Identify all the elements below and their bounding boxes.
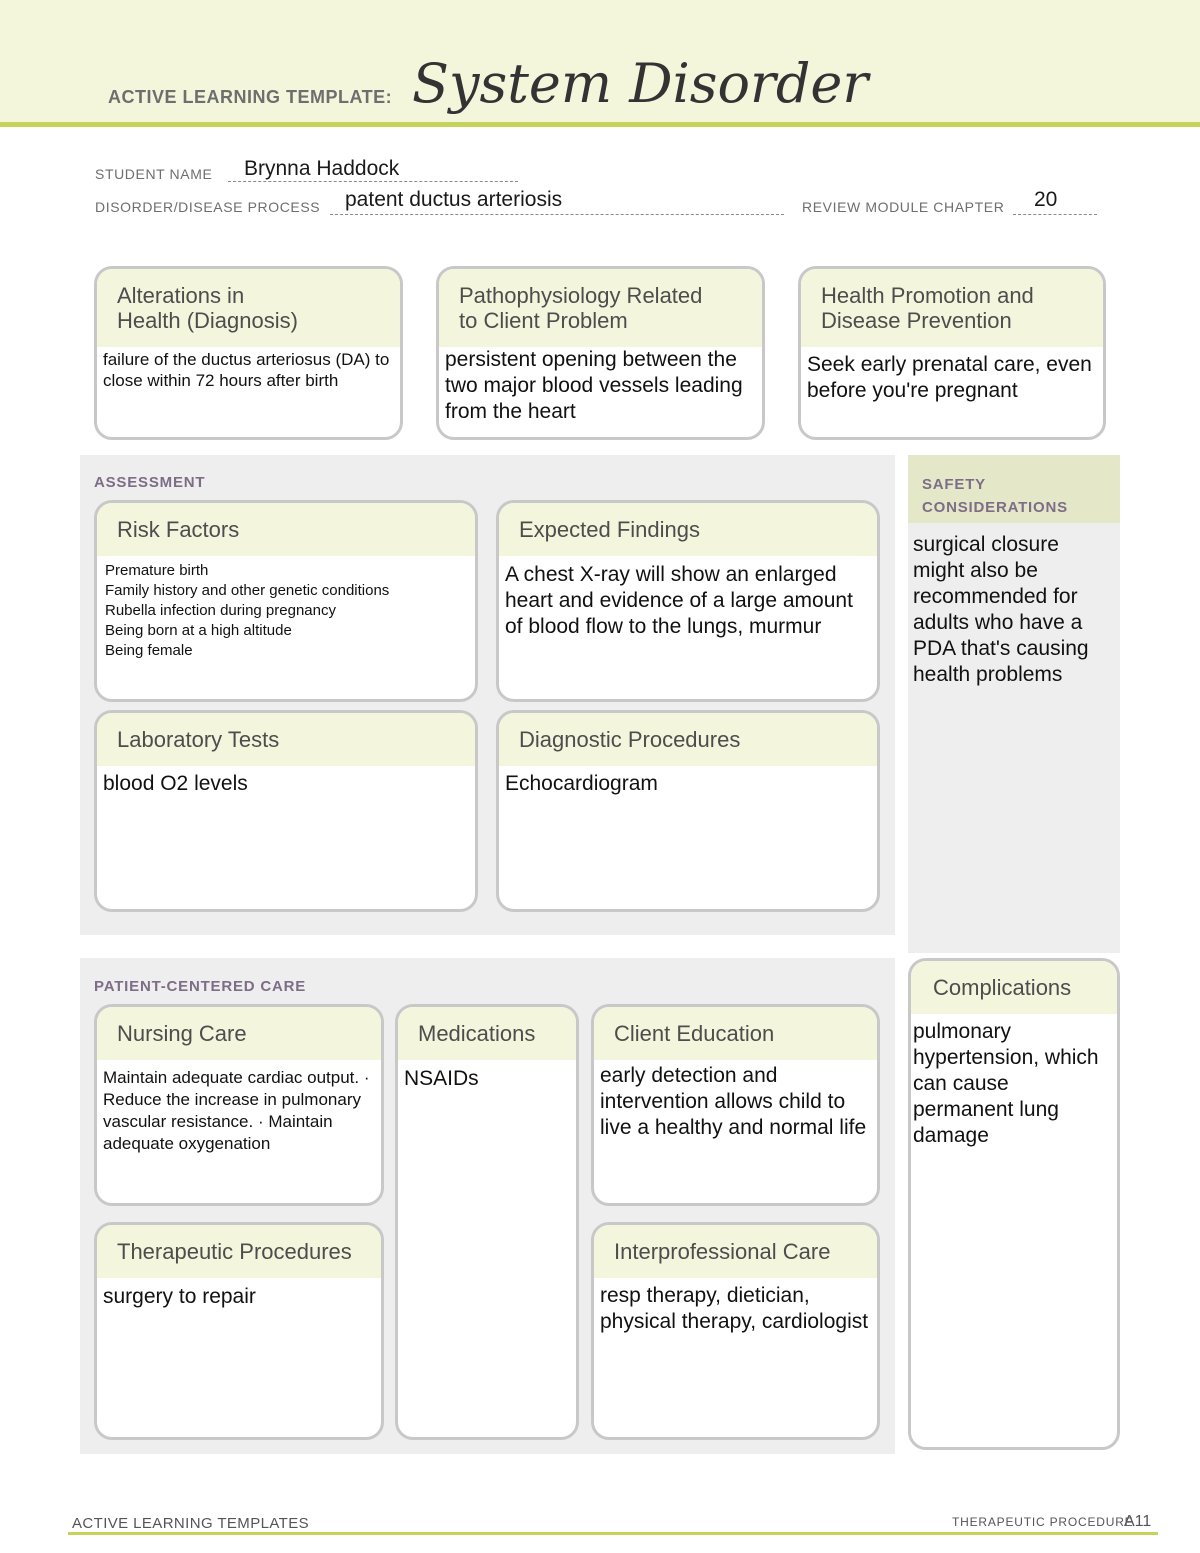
- risk-factors-title: Risk Factors: [117, 517, 240, 542]
- client-education-body[interactable]: early detection and intervention allows child to live a healthy and normal life: [600, 1064, 867, 1139]
- nursing-care-title: Nursing Care: [117, 1021, 247, 1046]
- client-education-header: [594, 1007, 877, 1060]
- risk-factors-body[interactable]: [97, 556, 475, 661]
- student-name-value[interactable]: Brynna Haddock: [244, 157, 400, 180]
- patient-care-label: PATIENT-CENTERED CARE: [94, 978, 307, 995]
- safety-label-1: SAFETY: [922, 476, 986, 493]
- interprofessional-care-header: [594, 1225, 877, 1278]
- risk-factor-item: Being born at a high altitude: [105, 622, 292, 639]
- complications-header: [911, 961, 1117, 1014]
- interprofessional-care-title: Interprofessional Care: [614, 1239, 831, 1264]
- footer-right-text: THERAPEUTIC PROCEDURE: [952, 1515, 1134, 1529]
- diagnostic-procedures-title: Diagnostic Procedures: [519, 727, 741, 752]
- nursing-care-body[interactable]: Maintain adequate cardiac output. · Reduce the increase in pulmonary vascular resistance. · Maintain adequate oxygenation: [103, 1068, 370, 1153]
- pathophysiology-header: [439, 269, 762, 347]
- risk-factors-header: [97, 503, 475, 556]
- diagnostic-procedures-header: [499, 713, 877, 766]
- nursing-care-box: [94, 1004, 384, 1206]
- pathophysiology-body[interactable]: persistent opening between the two major blood vessels leading from the heart: [445, 348, 743, 423]
- complications-box: [908, 958, 1120, 1450]
- chapter-value[interactable]: 20: [1034, 188, 1058, 211]
- alterations-header: [97, 269, 400, 347]
- expected-findings-header: [499, 503, 877, 556]
- laboratory-tests-box: [94, 710, 478, 912]
- expected-findings-box: [496, 500, 880, 702]
- safety-panel: [908, 455, 1120, 953]
- footer-page-number: A11: [1124, 1513, 1152, 1530]
- complications-body[interactable]: pulmonary hypertension, which can cause permanent lung damage: [913, 1020, 1099, 1147]
- medications-header: [398, 1007, 576, 1060]
- therapeutic-procedures-header: [97, 1225, 381, 1278]
- chapter-label: REVIEW MODULE CHAPTER: [802, 199, 1005, 215]
- health-promotion-header: [801, 269, 1103, 347]
- health-promotion-body[interactable]: Seek early prenatal care, even before you're pregnant: [807, 353, 1092, 402]
- therapeutic-procedures-box: [94, 1222, 384, 1440]
- laboratory-tests-title: Laboratory Tests: [117, 727, 280, 752]
- risk-factor-item: Premature birth: [105, 562, 209, 579]
- pathophysiology-title-1: Pathophysiology Related: [459, 283, 703, 308]
- risk-factor-item: Being female: [105, 642, 193, 659]
- disorder-value[interactable]: patent ductus arteriosis: [345, 188, 563, 211]
- pathophysiology-box: [436, 266, 765, 440]
- diagnostic-procedures-body[interactable]: Echocardiogram: [505, 772, 658, 795]
- header-divider: [0, 122, 1200, 127]
- student-name-line: [228, 181, 518, 182]
- medications-title: Medications: [418, 1021, 536, 1046]
- interprofessional-care-body[interactable]: resp therapy, dietician, physical therapy, cardiologist: [600, 1284, 869, 1333]
- alterations-body[interactable]: failure of the ductus arteriosus (DA) to close within 72 hours after birth: [103, 350, 390, 390]
- safety-label: [922, 473, 1068, 519]
- health-promotion-title-2: Disease Prevention: [821, 308, 1012, 333]
- laboratory-tests-body[interactable]: blood O2 levels: [103, 772, 248, 795]
- pathophysiology-title-2: to Client Problem: [459, 308, 628, 333]
- risk-factor-item: Rubella infection during pregnancy: [105, 602, 336, 619]
- safety-body[interactable]: surgical closure might also be recommended for adults who have a PDA that's causing health problems: [913, 533, 1089, 686]
- footer-divider: [68, 1532, 1158, 1535]
- footer-left-text: ACTIVE LEARNING TEMPLATES: [72, 1515, 309, 1532]
- health-promotion-title-1: Health Promotion and: [821, 283, 1034, 308]
- alterations-title-2: Health (Diagnosis): [117, 308, 298, 333]
- medications-body[interactable]: NSAIDs: [404, 1067, 479, 1090]
- laboratory-tests-header: [97, 713, 475, 766]
- alterations-title-1: Alterations in: [117, 283, 245, 308]
- interprofessional-care-box: [591, 1222, 880, 1440]
- chapter-line: [1013, 214, 1097, 215]
- risk-factors-box: [94, 500, 478, 702]
- nursing-care-header: [97, 1007, 381, 1060]
- template-label: ACTIVE LEARNING TEMPLATE:: [108, 87, 393, 107]
- therapeutic-procedures-body[interactable]: surgery to repair: [103, 1285, 256, 1308]
- client-education-box: [591, 1004, 880, 1206]
- expected-findings-body[interactable]: A chest X-ray will show an enlarged heart and evidence of a large amount of blood flow to the lungs, murmur: [505, 563, 853, 638]
- health-promotion-box: [798, 266, 1106, 440]
- therapeutic-procedures-title: Therapeutic Procedures: [117, 1239, 352, 1264]
- complications-title: Complications: [933, 975, 1072, 1000]
- disorder-line: [330, 214, 784, 215]
- safety-label-2: CONSIDERATIONS: [922, 499, 1068, 516]
- assessment-label: ASSESSMENT: [94, 474, 206, 491]
- medications-box: [395, 1004, 579, 1440]
- page-title: System Disorder: [412, 52, 869, 115]
- client-education-title: Client Education: [614, 1021, 775, 1046]
- risk-factor-item: Family history and other genetic conditions: [105, 582, 390, 599]
- disorder-label: DISORDER/DISEASE PROCESS: [95, 199, 321, 215]
- alterations-box: [94, 266, 403, 440]
- student-name-label: STUDENT NAME: [95, 166, 213, 182]
- expected-findings-title: Expected Findings: [519, 517, 700, 542]
- diagnostic-procedures-box: [496, 710, 880, 912]
